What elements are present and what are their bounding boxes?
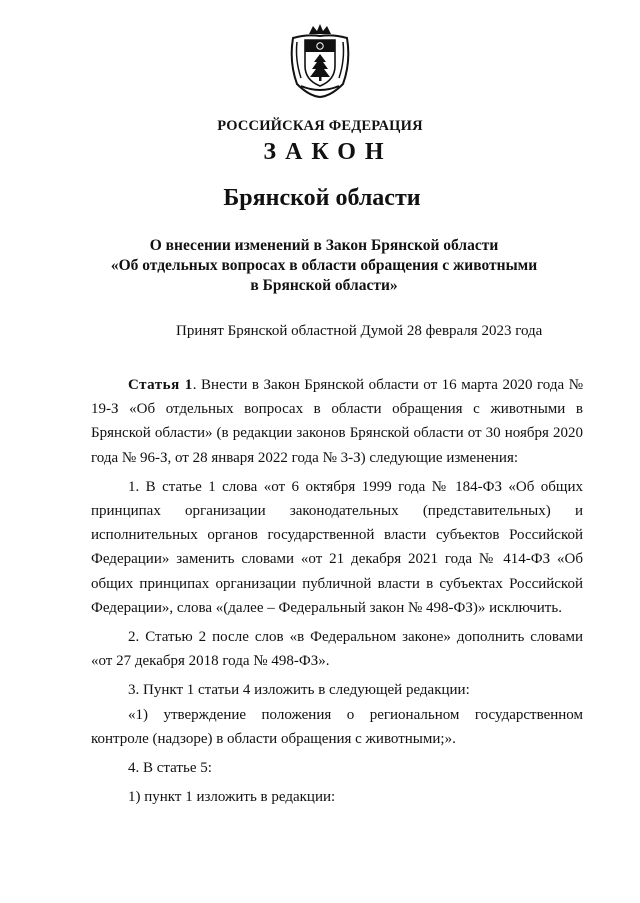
article-label: Статья 1	[128, 377, 193, 393]
region-heading: Брянской области	[223, 185, 421, 211]
document-type-heading: ЗАКОН	[263, 139, 393, 165]
article-1-paragraph	[91, 373, 583, 470]
article-text: . Внести в Закон Брянской области от 16 марта 2020 года № 19-З «Об отдельных вопросах в области обращения с животными в Брянской области» (в редакции законов Брянской области от 30 ноября 2020 года № 96-З, от 28 января 2022 года № 3-З) следующие изменения:	[91, 377, 584, 466]
coat-of-arms-emblem	[287, 22, 353, 98]
adoption-line: Принят Брянской областной Думой 28 февраля 2023 года	[176, 323, 543, 339]
amendment-paragraph: 1) пункт 1 изложить в редакции:	[128, 789, 336, 806]
law-body	[91, 373, 583, 814]
federation-heading: РОССИЙСКАЯ ФЕДЕРАЦИЯ	[217, 118, 423, 134]
law-title-line: О внесении изменений в Закон Брянской области	[149, 237, 499, 254]
amendment-paragraph: «1) утверждение положения о региональном государственном контроле (надзоре) в области обращения с животными;».	[91, 706, 583, 747]
amendment-paragraph: 3. Пункт 1 статьи 4 изложить в следующей редакции:	[128, 682, 470, 699]
law-title-line: «Об отдельных вопросах в области обращения с животными	[110, 257, 538, 274]
law-title	[4, 236, 640, 296]
law-title-line: в Брянской области»	[250, 277, 398, 294]
amendment-paragraph: 4. В статье 5:	[128, 760, 212, 777]
amendment-paragraph: 2. Статью 2 после слов «в Федеральном законе» дополнить словами «от 27 декабря 2018 года № 498-ФЗ».	[91, 629, 583, 670]
amendment-paragraph: 1. В статье 1 слова «от 6 октября 1999 года № 184-ФЗ «Об общих принципах организации законодательных (представительных) и исполнительных органов государственной власти субъектов Российской Федерации» заменить словами «от 21 декабря 2021 года № 414-ФЗ «Об общих принципах организации публичной власти в субъектах Российской Федерации», слова «(далее – Федеральный закон № 498-ФЗ)» исключить.	[91, 478, 583, 616]
